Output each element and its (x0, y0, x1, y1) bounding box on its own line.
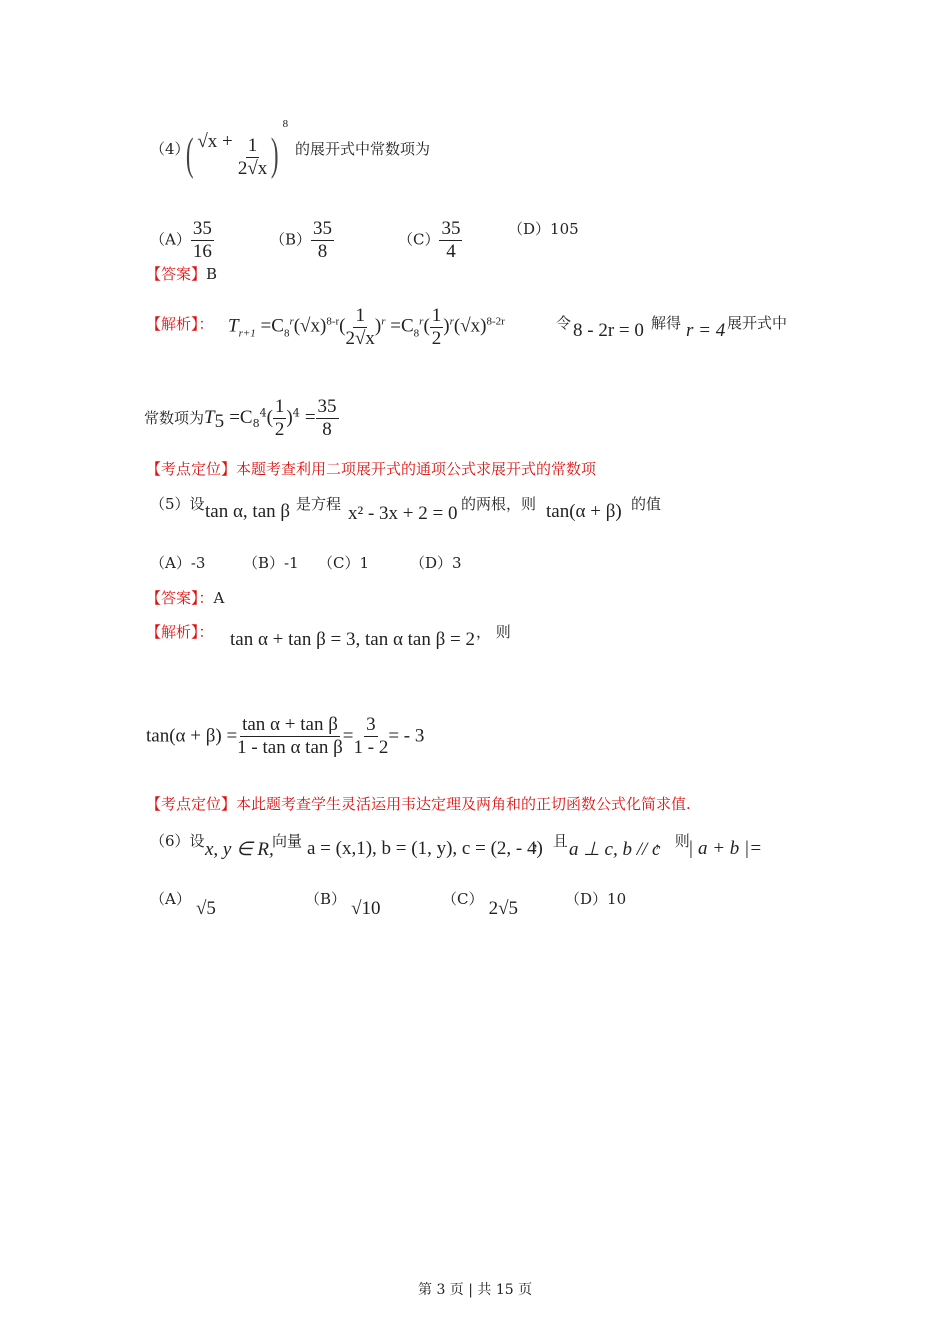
q4-option-b[interactable]: （B） $\frac{35}{8}$ (270, 218, 333, 262)
q4-tail: 展开式中 (727, 314, 788, 332)
q6-option-c[interactable]: （C） 2√5 (442, 890, 519, 919)
q4-analysis-line2: 常数项为$T_5 =C_8^4$( $\frac{1}{2}$ )$^4$ = $\frac{35}{8}$ (144, 396, 337, 440)
q5-option-b[interactable]: （B）-1 (243, 554, 299, 572)
q6-label: （6）设 (150, 832, 205, 850)
q5-text1: 是方程 (296, 495, 342, 513)
q6-text3: ， 则 (655, 832, 690, 850)
q6-option-a[interactable]: （A） √5 (150, 890, 216, 919)
q5-math1: tan α, tan β (205, 501, 291, 522)
q6-math2: a = (x,1), b = (1, y), c = (2, - 4) (307, 838, 543, 859)
q4-option-d[interactable]: （D）105 (508, 220, 579, 238)
q5-option-a[interactable]: （A）-3 (150, 554, 206, 572)
q4-option-c[interactable]: （C） $\frac{35}{4}$ (398, 218, 461, 262)
q5-option-c[interactable]: （C）1 (318, 554, 370, 572)
q4-eq1: 8 - 2r = 0 (573, 320, 644, 341)
q6-text2: ， 且 (533, 832, 568, 850)
q4-analysis-formula: $T_{r+1} =C_8^r(√x)^{8-r}$( $\frac{1}{2√x}$ )$^r =C_8^r$( $\frac{1}{2}$ )$^r(√x)^{8-2r}$ (228, 305, 505, 349)
q4-option-a[interactable]: （A） $\frac{35}{16}$ (150, 218, 212, 262)
q5-analysis-tag: 【解析】： (146, 623, 214, 641)
q6-math3: a ⊥ c, b // c (569, 839, 661, 860)
q4-analysis-tag: 【解析】： (146, 315, 214, 333)
q5-math2: x² - 3x + 2 = 0 (348, 503, 458, 524)
q5-math3: tan(α + β) (546, 501, 622, 522)
q6-option-b[interactable]: （B） √10 (305, 890, 381, 919)
q6-text1: 向量 (272, 832, 303, 850)
q5-derivation: tan(α + β) = $\frac{\text{tan α + tan β}}{\text{1 - tan α tan β}}$ = $\frac{3}{1 - 2}$ = - 3 (146, 714, 425, 758)
q5-analysis-formula: tan α + tan β = 3, tan α tan β = 2 (230, 629, 475, 650)
q4-kaodian: 【考点定位】本题考查利用二项展开式的通项公式求展开式的常数项 (146, 460, 597, 478)
q4-text: 的展开式中常数项为 (295, 140, 431, 158)
q4-answer: 【答案】B (146, 265, 218, 283)
q5-kaodian: 【考点定位】本此题考查学生灵活运用韦达定理及两角和的正切函数公式化简求值. (146, 795, 691, 813)
q5-answer: 【答案】：A (146, 589, 225, 607)
q4-expression: ( √x + $\frac{1}{2√x}$ )$^8$ (185, 118, 289, 179)
q5-text3: 的值 (631, 495, 662, 513)
q6-math1: x, y ∈ R, (205, 839, 274, 860)
q4-jiede: 解得 (651, 314, 682, 332)
q6-option-d[interactable]: （D）10 (565, 890, 627, 908)
q5-analysis-ze: ， 则 (476, 623, 511, 641)
q4-label: （4） (150, 140, 190, 158)
q5-text2: 的两根，则 (461, 495, 537, 513)
q5-option-d[interactable]: （D）3 (410, 554, 462, 572)
q4-eq2: r = 4 (686, 320, 726, 341)
q4-ling: 令 (556, 314, 572, 332)
q6-math4: | a + b |= (688, 838, 763, 859)
page-footer: 第 3 页 | 共 15 页 (418, 1282, 533, 1298)
q5-label: （5）设 (150, 495, 205, 513)
